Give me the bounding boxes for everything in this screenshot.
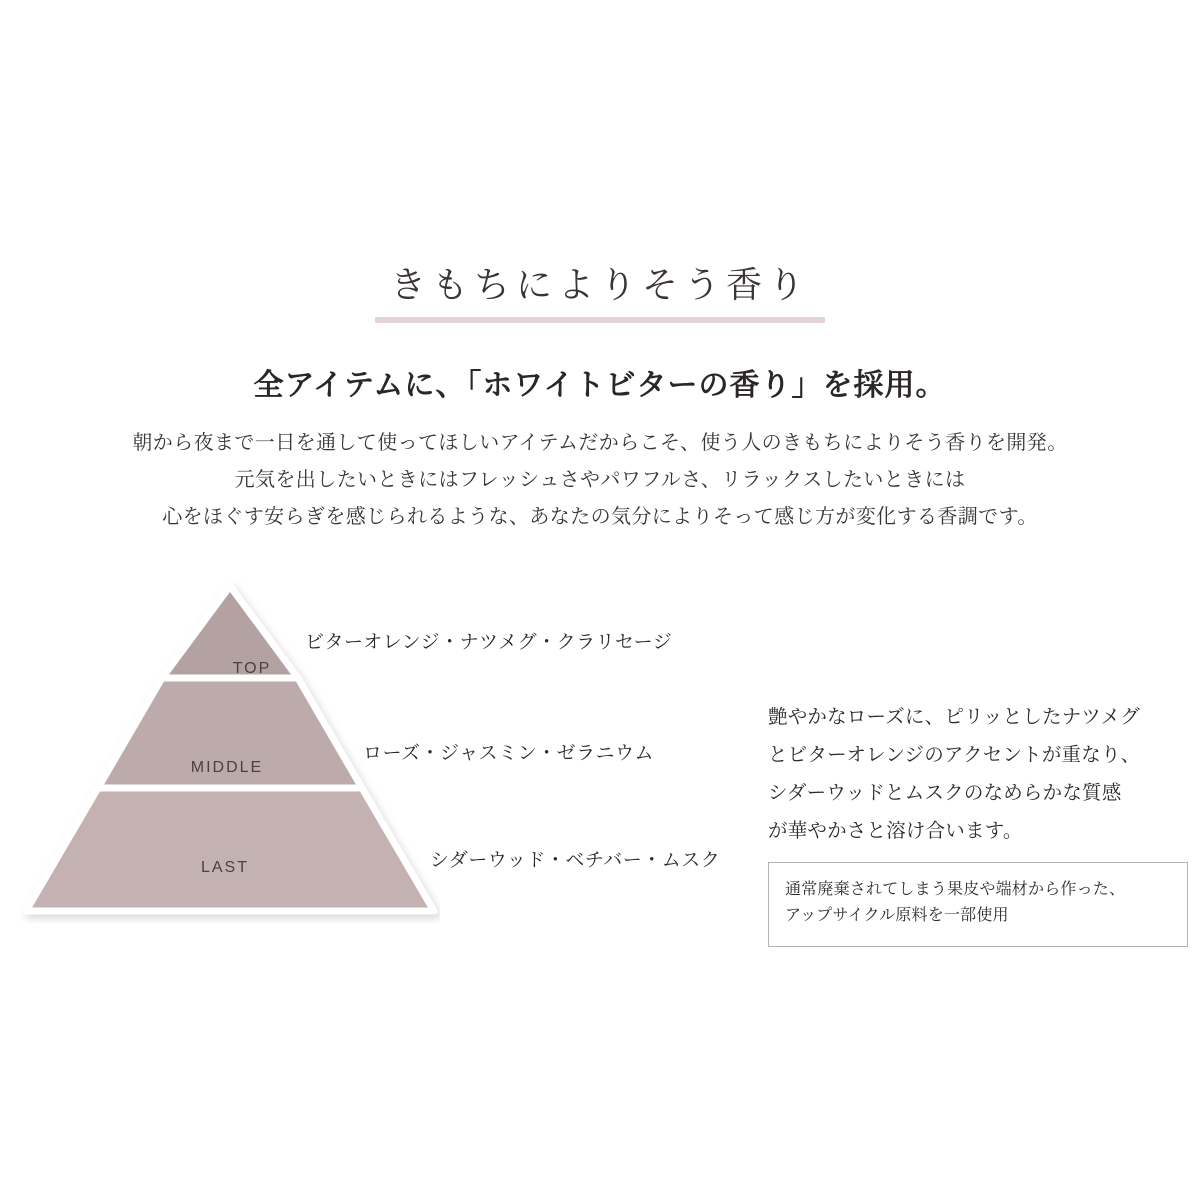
description-line-3: シダーウッドとムスクのなめらかな質感 [768,782,1122,805]
page-title: きもちによりそう香り [389,264,810,305]
pyramid-notes-top: ビターオレンジ・ナツメグ・クラリセージ [305,632,673,653]
pyramid-label-top: TOP [232,660,272,677]
callout-line-1: 通常廃棄されてしまう果皮や端材から作った、 [785,881,1126,898]
lead-line-3: 心をほぐす安らぎを感じられるような、あなたの気分によりそって感じ方が変化する香調です。 [162,506,1038,528]
subtitle: 全アイテムに、「ホワイトビターの香り」を採用。 [253,369,947,402]
callout-line-2: アップサイクル原料を一部使用 [785,907,1009,925]
scent-description [768,698,1178,850]
lead-line-1: 朝から夜まで一日を通して使ってほしいアイテムだからこそ、使う人のきもちによりそう香りを開発。 [132,432,1068,454]
upcycle-callout [768,862,1188,947]
page-title-block [0,262,1200,323]
lead-line-2: 元気を出したいときにはフレッシュさやパワフルさ、リラックスしたいときには [234,469,966,491]
pyramid-notes-last: シダーウッド・ベチバー・ムスク [430,850,721,871]
description-line-2: とビターオレンジのアクセントが重なり、 [768,744,1141,767]
lead-paragraph [0,425,1200,536]
pyramid-label-middle: MIDDLE [190,759,264,776]
pyramid-layer-last [26,788,434,911]
description-line-1: 艶やかなローズに、ピリッとしたナツメグ [768,706,1140,728]
description-line-4: が華やかさと溶け合います。 [768,820,1023,843]
title-underline [375,317,825,323]
pyramid-label-last: LAST [200,859,249,876]
pyramid-notes-middle: ローズ・ジャスミン・ゼラニウム [363,743,654,764]
